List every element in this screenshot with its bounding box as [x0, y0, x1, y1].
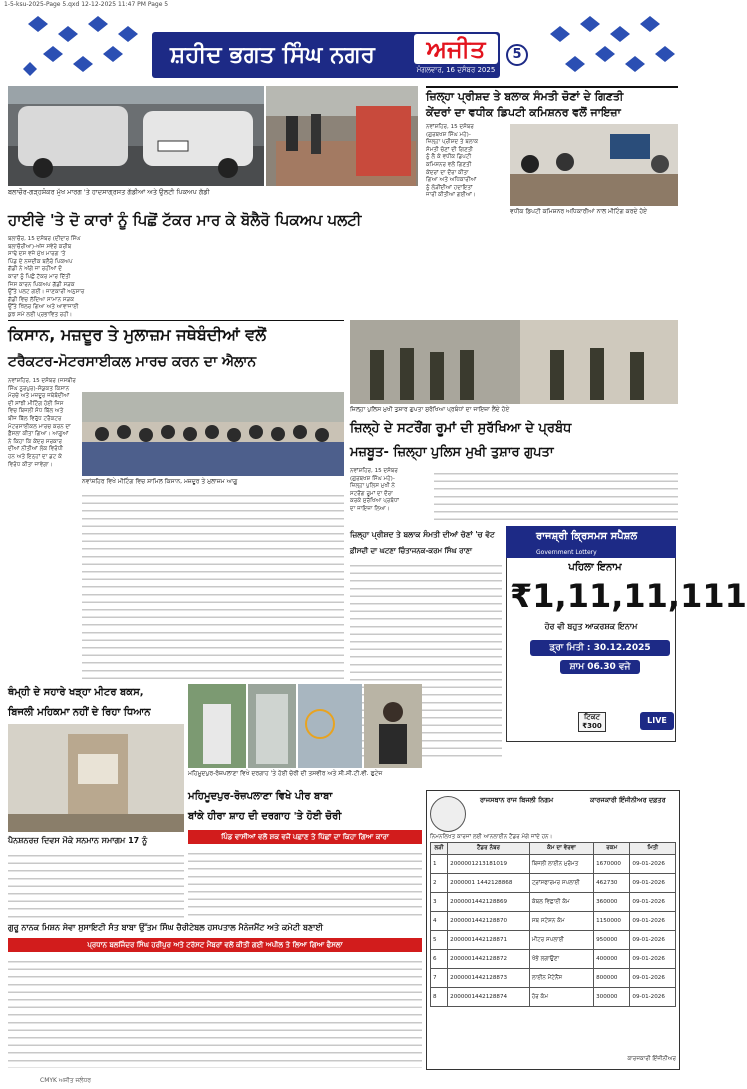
table-row: 5 2000001442128871 ਮੀਟਰ ਸਪਲਾਈ 950000 09-01-2026	[431, 931, 676, 950]
issue-date: ਮੰਗਲਵਾਰ, 16 ਦਸੰਬਰ 2025	[416, 66, 496, 74]
table-row: 8 2000001442128874 ਹੋਰ ਕੰਮ 300000 09-01-2026	[431, 988, 676, 1007]
theft-suspect-photo	[364, 684, 422, 768]
census-photo-caption: ਵਧੀਕ ਡਿਪਟੀ ਕਮਿਸ਼ਨਰ ਅਧਿਕਾਰੀਆਂ ਨਾਲ ਮੀਟਿੰਗ ਕਰਦੇ ਹੋਏ	[510, 208, 648, 215]
tender-table	[430, 842, 676, 1007]
theft-photo-2	[248, 684, 296, 768]
booth-headline-1: ਜ਼ਿਲ੍ਹਾ ਪ੍ਰੀਸ਼ਦ ਤੇ ਬਲਾਕ ਸੰਮਤੀ ਦੀਆਂ ਚੋਣਾਂ 'ਚ ਵੋਟ	[350, 530, 495, 539]
census-body: ਨਵਾਂਸ਼ਹਿਰ, 15 ਦਸੰਬਰ (ਗੁਰਬਖਸ਼ ਸਿੰਘ ਮਹੇ)- ਜ਼ਿਲ੍ਹਾ ਪ੍ਰੀਸ਼ਦ ਤੇ ਬਲਾਕ ਸੰਮਤੀ ਚੋਣਾਂ ਦੀ ਗਿਣਤੀ ਨੂੰ ਲੈ ਕੇ ਵਧੀਕ ਡਿਪਟੀ ਕਮਿਸ਼ਨਰ ਵਲੋਂ ਗਿਣਤੀ ਕੇਂਦਰਾਂ ਦਾ ਦੌਰਾ ਕੀਤਾ ਗਿਆ ਅਤੇ ਅਧਿਕਾਰੀਆਂ ਨੂੰ ਲੋੜੀਂਦੀਆਂ ਹਦਾਇਤਾਂ ਜਾਰੀ ਕੀਤੀਆਂ ਗਈਆਂ।	[426, 124, 479, 199]
tender-title-left: ਰਾਜਸਥਾਨ ਰਾਜ ਬਿਜਲੀ ਨਿਗਮ	[480, 796, 554, 804]
march-body-cols	[82, 490, 344, 680]
census-photo	[510, 124, 678, 206]
march-photo	[82, 392, 344, 476]
theft-cctv-photo	[298, 684, 362, 768]
college-headline: ਗੁਰੂ ਨਾਨਕ ਮਿਸ਼ਨ ਸੇਵਾ ਸੁਸਾਇਟੀ ਸੰਤ ਬਾਬਾ ਉੱਤਮ ਸਿੰਘ ਚੈਰੀਟੇਬਲ ਹਸਪਤਾਲ ਮੈਨੇਜਮੈਂਟ ਅਤੇ ਕਮੇਟੀ ਬਣਾਈ	[8, 923, 323, 932]
lottery-live-badge: LIVE	[640, 712, 674, 730]
footer-strip: CMYK ਅਜੀਤ ਜਲੰਧਰ	[40, 1077, 91, 1084]
tender-col-work: ਕੰਮ ਦਾ ਵੇਰਵਾ	[529, 843, 593, 855]
lottery-draw-date: ਡ੍ਰਾ ਮਿਤੀ : 30.12.2025	[530, 640, 670, 656]
lottery-ticket-label: ਟਿਕਟ	[583, 713, 600, 721]
census-headline-1: ਜ਼ਿਲ੍ਹਾ ਪ੍ਰੀਸ਼ਦ ਤੇ ਬਲਾਕ ਸੰਮਤੀ ਚੋਣਾਂ ਦੇ ਗਿਣਤੀ	[426, 86, 678, 104]
tender-footer: ਕਾਰਜਕਾਰੀ ਇੰਜੀਨੀਅਰ	[627, 1056, 676, 1062]
cables-headline-1: ਥੰਮ੍ਹੀ ਦੇ ਸਹਾਰੇ ਖੜ੍ਹਾ ਮੀਟਰ ਬਕਸ,	[8, 687, 144, 698]
table-row: 2 2000001 1442128868 ਟ੍ਰਾਂਸਫਾਰਮਰ ਸਪਲਾਈ 462730 09-01-2026	[431, 874, 676, 893]
accident-headline: ਹਾਈਵੇ 'ਤੇ ਦੋ ਕਾਰਾਂ ਨੂੰ ਪਿਛੋਂ ਟੱਕਰ ਮਾਰ ਕੇ ਬੋਲੈਰੋ ਪਿਕਅਪ ਪਲਟੀ	[8, 211, 362, 229]
table-row: 1 2000001213181019 ਬਿਜਲੀ ਲਾਈਨ ਮੁਰੰਮਤ 1670000 09-01-2026	[431, 855, 676, 874]
cables-body-cols	[8, 850, 184, 920]
census-headline-2: ਕੇਂਦਰਾਂ ਦਾ ਵਧੀਕ ਡਿਪਟੀ ਕਮਿਸ਼ਨਰ ਵਲੋਂ ਜਾਇਜ਼ਾ	[426, 106, 621, 119]
march-headline-2: ਟਰੈਕਟਰ-ਮੋਟਰਸਾਈਕਲ ਮਾਰਚ ਕਰਨ ਦਾ ਐਲਾਨ	[8, 354, 257, 370]
page-number: 5	[506, 44, 528, 66]
strongroom-body: ਨਵਾਂਸ਼ਹਿਰ, 15 ਦਸੰਬਰ (ਗੁਰਬਖਸ਼ ਸਿੰਘ ਮਹੇ)- ਜ਼ਿਲ੍ਹਾ ਪੁਲਿਸ ਮੁਖੀ ਨੇ ਸਟਰੌਂਗ ਰੂਮਾਂ ਦਾ ਦੌਰਾ ਕਰਕੇ ਸੁਰੱਖਿਆ ਪ੍ਰਬੰਧਾਂ ਦਾ ਜਾਇਜ਼ਾ ਲਿਆ।	[350, 468, 399, 512]
tender-col-date: ਮਿਤੀ	[630, 843, 676, 855]
tender-intro: ਨਿਮਨਲਿਖਤ ਕਾਰਜਾਂ ਲਈ ਆਨਲਾਈਨ ਟੈਂਡਰ ਮੰਗੇ ਜਾਂਦੇ ਹਨ।	[430, 834, 553, 840]
section-title: ਸ਼ਹੀਦ ਭਗਤ ਸਿੰਘ ਨਗਰ	[170, 42, 375, 68]
print-strip: 1-5-ksu-2025-Page 5.qxd 12-12-2025 11:47 PM Page 5	[4, 1, 169, 8]
accident-photo-car	[8, 86, 264, 186]
strongroom-photo	[350, 320, 678, 404]
accident-body: ਬਲਾਚੌਰ, 15 ਦਸੰਬਰ (ਦੀਦਾਰ ਸਿੰਘ ਬਲਾਚੌਰੀਆ)-ਅੱਜ ਸਵੇਰੇ ਕਰੀਬ ਸਾਢੇ ਦਸ ਵਜੇ ਮੁੱਖ ਮਾਰਗ 'ਤੇ ਪਿੰਡ ਦੇ ਨਜ਼ਦੀਕ ਬਲੈਰੋ ਪਿਕਅਪ ਗੱਡੀ ਨੇ ਅੱਗੇ ਜਾ ਰਹੀਆਂ ਦੋ ਕਾਰਾਂ ਨੂੰ ਪਿਛੋਂ ਟੱਕਰ ਮਾਰ ਦਿੱਤੀ ਜਿਸ ਕਾਰਨ ਪਿਕਅਪ ਗੱਡੀ ਸੜਕ ਉੱਤੇ ਪਲਟ ਗਈ। ਜਾਣਕਾਰੀ ਅਨੁਸਾਰ ਗੱਡੀ ਵਿਚ ਲੱਦਿਆ ਸਾਮਾਨ ਸੜਕ ਉੱਤੇ ਖਿੱਲਰ ਗਿਆ ਅਤੇ ਆਵਾਜਾਈ ਕੁਝ ਸਮੇਂ ਲਈ ਪ੍ਰਭਾਵਿਤ ਰਹੀ।	[8, 236, 85, 318]
theft-body-cols	[188, 848, 422, 918]
table-row: 3 2000001442128869 ਕੇਬਲ ਵਿਛਾਈ ਕੰਮ 360000 09-01-2026	[431, 893, 676, 912]
lottery-subtitle: Government Lottery	[506, 548, 676, 558]
lottery-ticket-amount: ₹300	[582, 722, 602, 730]
march-body: ਨਵਾਂਸ਼ਹਿਰ, 15 ਦਸੰਬਰ (ਜਸਬੀਰ ਸਿੰਘ ਨੂਰਪੁਰ)-ਸੰਯੁਕਤ ਕਿਸਾਨ ਮੋਰਚੇ ਅਤੇ ਮਜ਼ਦੂਰ ਜਥੇਬੰਦੀਆਂ ਦੀ ਸਾਂਝੀ ਮੀਟਿੰਗ ਹੋਈ ਜਿਸ ਵਿਚ ਬਿਜਲੀ ਸੋਧ ਬਿੱਲ ਅਤੇ ਬੀਜ ਬਿੱਲ ਵਿਰੁੱਧ ਟਰੈਕਟਰ ਮੋਟਰਸਾਈਕਲ ਮਾਰਚ ਕਰਨ ਦਾ ਫ਼ੈਸਲਾ ਕੀਤਾ ਗਿਆ। ਆਗੂਆਂ ਨੇ ਕਿਹਾ ਕਿ ਕੇਂਦਰ ਸਰਕਾਰ ਦੀਆਂ ਨੀਤੀਆਂ ਲੋਕ ਵਿਰੋਧੀ ਹਨ ਅਤੇ ਇਨ੍ਹਾਂ ਦਾ ਡਟ ਕੇ ਵਿਰੋਧ ਕੀਤਾ ਜਾਵੇਗਾ।	[8, 378, 76, 468]
march-headline-1: ਕਿਸਾਨ, ਮਜ਼ਦੂਰ ਤੇ ਮੁਲਾਜ਼ਮ ਜਥੇਬੰਦੀਆਂ ਵਲੋਂ	[8, 325, 267, 344]
theft-headline-1: ਮਹਿਮੂਦਪੁਰ-ਰੋਜ਼ਪਲਾਣਾ ਵਿਖੇ ਪੀਰ ਬਾਬਾ	[188, 791, 333, 802]
section-rule	[8, 320, 344, 321]
lottery-title: ਰਾਜਸ਼੍ਰੀ ਕ੍ਰਿਸਮਸ ਸਪੈਸ਼ਲ	[506, 526, 676, 548]
tender-title-right: ਕਾਰਜਕਾਰੀ ਇੰਜੀਨੀਅਰ ਦਫ਼ਤਰ	[590, 796, 666, 804]
college-body-cols	[8, 956, 422, 1068]
strongroom-headline-2: ਮਜ਼ਬੂਤ- ਜ਼ਿਲ੍ਹਾ ਪੁਲਿਸ ਮੁਖੀ ਤੁਸ਼ਾਰ ਗੁਪਤਾ	[350, 445, 554, 460]
accident-photo-pickup	[266, 86, 418, 186]
cables-photo	[8, 724, 184, 832]
strongroom-headline-1: ਜ਼ਿਲ੍ਹੇ ਦੇ ਸਟਰੌਂਗ ਰੂਮਾਂ ਦੀ ਸੁਰੱਖਿਆ ਦੇ ਪ੍ਰਬੰਧ	[350, 421, 572, 436]
tender-col-sno: ਲੜੀ	[431, 843, 448, 855]
theft-subheadline-band: ਪਿੰਡ ਵਾਸੀਆਂ ਵਲੋਂ ਸ਼ਕ ਵਜੋਂ ਪਛਾਣ ਤੇ ਪਿੱਛਾਂ ਦਾ ਕਿਹਾ ਗਿਆ ਕਾਰਾ	[188, 830, 422, 844]
table-row: 4 2000001442128870 ਸਬ ਸਟੇਸ਼ਨ ਕੰਮ 1150000 09-01-2026	[431, 912, 676, 931]
tender-col-amount: ਰਕਮ	[594, 843, 630, 855]
table-row: 6 2000001442128872 ਖੰਭੇ ਲਗਾਉਣਾ 400000 09-01-2026	[431, 950, 676, 969]
theft-headline-2: ਬਾਂਕੇ ਹੀਰਾ ਸ਼ਾਹ ਦੀ ਦਰਗਾਹ 'ਤੇ ਹੋਈ ਚੋਰੀ	[188, 811, 342, 822]
header-decoration-left	[18, 14, 148, 84]
college-subheadline-band: ਪ੍ਰਧਾਨ ਬਲਜਿੰਦਰ ਸਿੰਘ ਹਰੀਪੁਰ ਅਤੇ ਟਰੱਸਟ ਮੈਂਬਰਾਂ ਵਲੋਂ ਕੀਤੀ ਗਈ ਅਪੀਲ ਤੇ ਲਿਆ ਗਿਆ ਫੈਸਲਾ	[8, 938, 422, 952]
header-decoration-right	[540, 14, 680, 84]
emblem-icon	[430, 796, 466, 832]
lottery-ticket-price	[578, 712, 606, 732]
theft-photo-1	[188, 684, 246, 768]
lottery-prize-label: ਪਹਿਲਾ ਇਨਾਮ	[568, 562, 622, 573]
strongroom-photo-caption: ਜ਼ਿਲ੍ਹਾ ਪੁਲਿਸ ਮੁਖੀ ਤੁਸ਼ਾਰ ਗੁਪਤਾ ਸੁਰੱਖਿਆ ਪ੍ਰਬੰਧਾਂ ਦਾ ਜਾਇਜ਼ਾ ਲੈਂਦੇ ਹੋਏ	[350, 406, 510, 413]
newspaper-logo: ਅਜੀਤ	[414, 34, 498, 64]
strongroom-body-cols	[434, 468, 678, 524]
pensioners-day-note: ਪੈਨਸ਼ਨਰਜ਼ ਦਿਵਸ ਮੌਕੇ ਸਨਮਾਨ ਸਮਾਗਮ 17 ਨੂੰ	[8, 836, 148, 845]
cables-headline-2: ਬਿਜਲੀ ਮਹਿਕਮਾ ਨਹੀਂ ਦੇ ਰਿਹਾ ਧਿਆਨ	[8, 707, 151, 718]
lottery-ad	[506, 526, 747, 742]
table-row: 7 2000001442128873 ਲਾਈਨ ਮੈਂਟੇਨੈਂਸ 800000 09-01-2026	[431, 969, 676, 988]
lottery-draw-time: ਸ਼ਾਮ 06.30 ਵਜੇ	[560, 660, 640, 674]
accident-photo-caption: ਬਲਾਚੌਰ-ਗੜ੍ਹਸ਼ੰਕਰ ਮੁੱਖ ਮਾਰਗ 'ਤੇ ਹਾਦਸਾਗ੍ਰਸਤ ਗੱਡੀਆਂ ਅਤੇ ਉਲਟੀ ਪਿਕਅਪ ਗੱਡੀ	[8, 188, 210, 196]
lottery-more-prizes: ਹੋਰ ਵੀ ਬਹੁਤ ਆਕਰਸ਼ਕ ਇਨਾਮ	[544, 622, 638, 631]
booth-headline-2: ਫ਼ੀਸਦੀ ਦਾ ਘਟਣਾ ਚਿੰਤਾਜਨਕ-ਕਰਮ ਸਿੰਘ ਰਾਣਾ	[350, 547, 473, 555]
lottery-amount: ₹1,11,11,111	[510, 577, 747, 615]
tender-col-number: ਟੈਂਡਰ ਨੰਬਰ	[448, 843, 530, 855]
march-photo-caption: ਨਵਾਂਸ਼ਹਿਰ ਵਿਖੇ ਮੀਟਿੰਗ ਵਿਚ ਸ਼ਾਮਿਲ ਕਿਸਾਨ, ਮਜ਼ਦੂਰ ਤੇ ਮੁਲਾਜ਼ਮ ਆਗੂ	[82, 478, 238, 485]
theft-photo-caption: ਮਹਿਮੂਦਪੁਰ-ਰੋਜ਼ਪਲਾਣਾ ਵਿਖੇ ਦਰਗਾਹ 'ਤੇ ਹੋਈ ਚੋਰੀ ਦੀ ਤਸਵੀਰ ਅਤੇ ਸੀ.ਸੀ.ਟੀ.ਵੀ. ਫੁਟੇਜ	[188, 770, 383, 777]
